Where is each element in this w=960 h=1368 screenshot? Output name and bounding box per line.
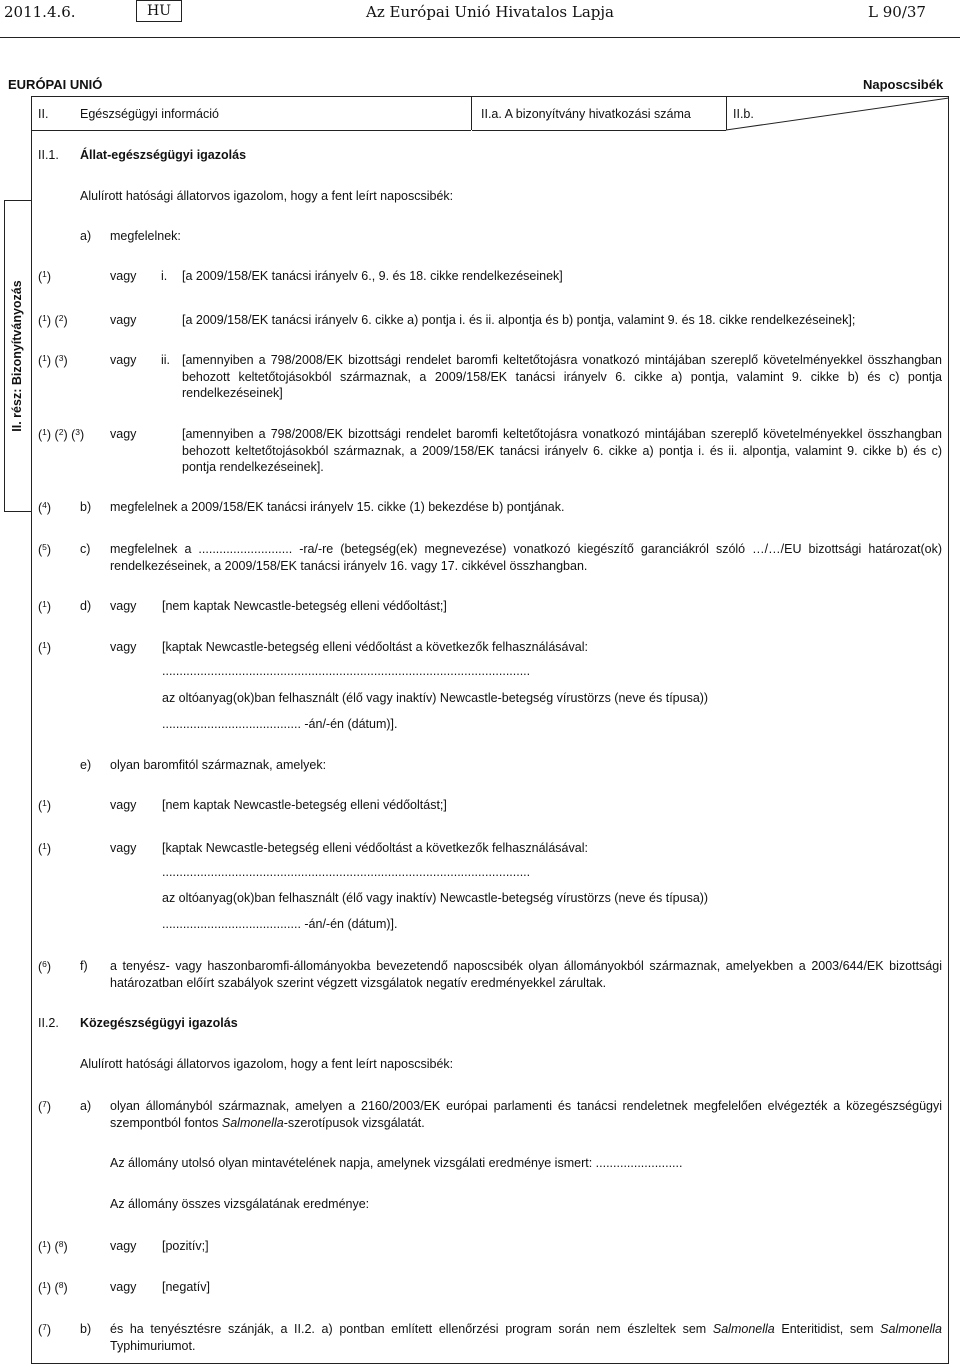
footnote-ref: ($^1$) ($^8$) — [38, 1280, 68, 1295]
option-text: [amennyiben a 798/2008/EK bizottsági rendelet baromfi keltetőtojásra vonatkozó mintájában szereplő követelményekkel összhangban behozott keltetőtojásokból származnak, a 2009/158/EK tanácsi irányelv 6. cikke a) pontja, valamint 9. cikke b) és c) pontja rendelkezéseinek] — [182, 353, 942, 400]
header-underline — [31, 130, 471, 131]
footnote-ref: ($^1$) ($^2$) ($^3$) — [38, 427, 85, 442]
option-text: [kaptak Newcastle-betegség elleni védőoltást a következők felhasználásával: — [162, 640, 588, 654]
option-text: [amennyiben a 798/2008/EK bizottsági rendelet baromfi keltetőtojásra vonatkozó mintájában szereplő követelményekkel összhangban behozott keltetőtojásokból származnak, a 2009/158/EK tanácsi irányelv 6. cikke a) pontja i. és ii. alpontja, valamint 9. cikke b) és c) pontja rendelkezéseinek]. — [182, 427, 942, 474]
footnote-ref: ($^7$) — [38, 1099, 52, 1114]
section-number: II. — [38, 107, 49, 121]
item-text: és ha tenyésztésre szánják, a II.2. a) pontban említett ellenőrzési program során nem észleltek sem Salmonella Enteritidist, sem Salmonella Typhimuriumot. — [110, 1322, 942, 1353]
item-letter: d) — [80, 599, 92, 613]
vagy-label: vagy — [110, 599, 137, 613]
eu-label: EURÓPAI UNIÓ — [8, 77, 103, 92]
product-label: Naposcsibék — [863, 77, 944, 92]
item-letter: c) — [80, 542, 91, 556]
vagy-label: vagy — [110, 798, 137, 812]
item-text: a tenyész- vagy haszonbaromfi-állományokba bevezetendő naposcsibék olyan állományokból származnak, amelyekben a 2003/644/EK bizottsági határozatban előírt szabályok szerint végzett vizsgálatok negatív eredményekkel zárultak. — [110, 959, 942, 990]
overall-results-line: Az állomány összes vizsgálatának eredménye: — [110, 1197, 370, 1211]
footnote-ref: ($^5$) — [38, 542, 52, 557]
header-underline — [472, 130, 726, 131]
date-line: ........................................ -án/-én (dátum)]. — [162, 717, 398, 731]
vagy-label: vagy — [110, 1239, 137, 1253]
footnote-ref: ($^7$) — [38, 1322, 52, 1337]
item-letter: e) — [80, 758, 92, 772]
header-separator — [471, 96, 472, 130]
footnote-ref: ($^4$) — [38, 500, 52, 515]
fill-in-dots: .......................................................................................................... — [162, 865, 531, 879]
item-text: megfelelnek a ........................... -ra/-re (betegség(ek) megnevezése) vonatkozó kiegészítő garanciákról szóló …/…/EU bizottsági határozat(ok) rendelkezéseinek, a 2009/158/EK tanácsi irányelv 16. vagy 17. cikkével összhangban. — [110, 542, 942, 573]
footnote-ref: ($^1$) — [38, 269, 52, 284]
roman-label: ii. — [161, 353, 171, 367]
roman-label: i. — [161, 269, 168, 283]
s1-number: II.1. — [38, 148, 59, 162]
vagy-label: vagy — [110, 269, 137, 283]
date-line: ........................................ -án/-én (dátum)]. — [162, 917, 398, 931]
footnote-ref: ($^1$) — [38, 599, 52, 614]
option-text: [nem kaptak Newcastle-betegség elleni védőoltást;] — [162, 798, 447, 812]
iib-label: II.b. — [733, 107, 754, 121]
footnote-ref: ($^1$) ($^8$) — [38, 1239, 68, 1254]
item-letter: b) — [80, 1322, 92, 1336]
option-text: [a 2009/158/EK tanácsi irányelv 6., 9. és 18. cikke rendelkezéseinek] — [182, 269, 563, 283]
vagy-label: vagy — [110, 313, 137, 327]
vagy-label: vagy — [110, 427, 137, 441]
option-text: [pozitív;] — [162, 1239, 209, 1253]
vagy-label: vagy — [110, 841, 137, 855]
s2-title: Közegészségügyi igazolás — [80, 1016, 238, 1030]
footnote-ref: ($^6$) — [38, 959, 52, 974]
s2-number: II.2. — [38, 1016, 59, 1030]
item-text: olyan baromfitól származnak, amelyek: — [110, 758, 327, 772]
item-text: olyan állományból származnak, amelyen a 2160/2003/EK európai parlamenti és tanácsi rendeletnek megfelelően elvégezték a közegészségügyi szempontból fontos Salmonella-szerotípusok vizsgálatát. — [110, 1099, 942, 1130]
footnote-ref: ($^1$) — [38, 841, 52, 856]
oj-page: L 90/37 — [868, 3, 926, 21]
item-letter: f) — [80, 959, 88, 973]
option-text: [nem kaptak Newcastle-betegség elleni védőoltást;] — [162, 599, 447, 613]
oj-title: Az Európai Unió Hivatalos Lapja — [366, 3, 614, 21]
option-text: [kaptak Newcastle-betegség elleni védőoltást a következők felhasználásával: — [162, 841, 588, 855]
diagonal-line — [726, 96, 949, 132]
option-text: [negatív] — [162, 1280, 210, 1294]
footnote-ref: ($^1$) ($^2$) — [38, 313, 68, 328]
item-letter: a) — [80, 1099, 92, 1113]
s1-intro: Alulírott hatósági állatorvos igazolom, hogy a fent leírt naposcsibék: — [80, 189, 454, 203]
s1-title: Állat-egészségügyi igazolás — [80, 148, 247, 162]
vagy-label: vagy — [110, 353, 137, 367]
footnote-ref: ($^1$) ($^3$) — [38, 353, 68, 368]
side-label: II. rész: Bizonyítványozás — [10, 280, 24, 432]
section-title: Egészségügyi információ — [80, 107, 219, 121]
last-sample-line: Az állomány utolsó olyan mintavételének napja, amelynek vizsgálati eredménye ismert: ......................... — [110, 1156, 683, 1170]
vagy-label: vagy — [110, 1280, 137, 1294]
footnote-ref: ($^1$) — [38, 640, 52, 655]
top-rule — [0, 37, 960, 38]
oj-date: 2011.4.6. — [4, 3, 76, 21]
item-letter: b) — [80, 500, 92, 514]
strain-text: az oltóanyag(ok)ban felhasznált (élő vagy inaktív) Newcastle-betegség vírustörzs (neve és típusa)) — [162, 891, 709, 905]
s2-intro: Alulírott hatósági állatorvos igazolom, hogy a fent leírt naposcsibék: — [80, 1057, 454, 1071]
item-text: megfelelnek a 2009/158/EK tanácsi irányelv 15. cikke (1) bekezdése b) pontjának. — [110, 500, 565, 514]
strain-text: az oltóanyag(ok)ban felhasznált (élő vagy inaktív) Newcastle-betegség vírustörzs (neve és típusa)) — [162, 691, 709, 705]
option-text: [a 2009/158/EK tanácsi irányelv 6. cikke a) pontja i. és ii. alpontja és b) pontja, valamint 9. és 18. cikke rendelkezéseinek]; — [182, 313, 856, 327]
vagy-label: vagy — [110, 640, 137, 654]
language-code: HU — [146, 3, 171, 19]
item-text: megfelelnek: — [110, 229, 181, 243]
fill-in-dots: .......................................................................................................... — [162, 664, 531, 678]
reference-label: II.a. A bizonyítvány hivatkozási száma — [481, 107, 691, 121]
footnote-ref: ($^1$) — [38, 798, 52, 813]
item-letter: a) — [80, 229, 92, 243]
